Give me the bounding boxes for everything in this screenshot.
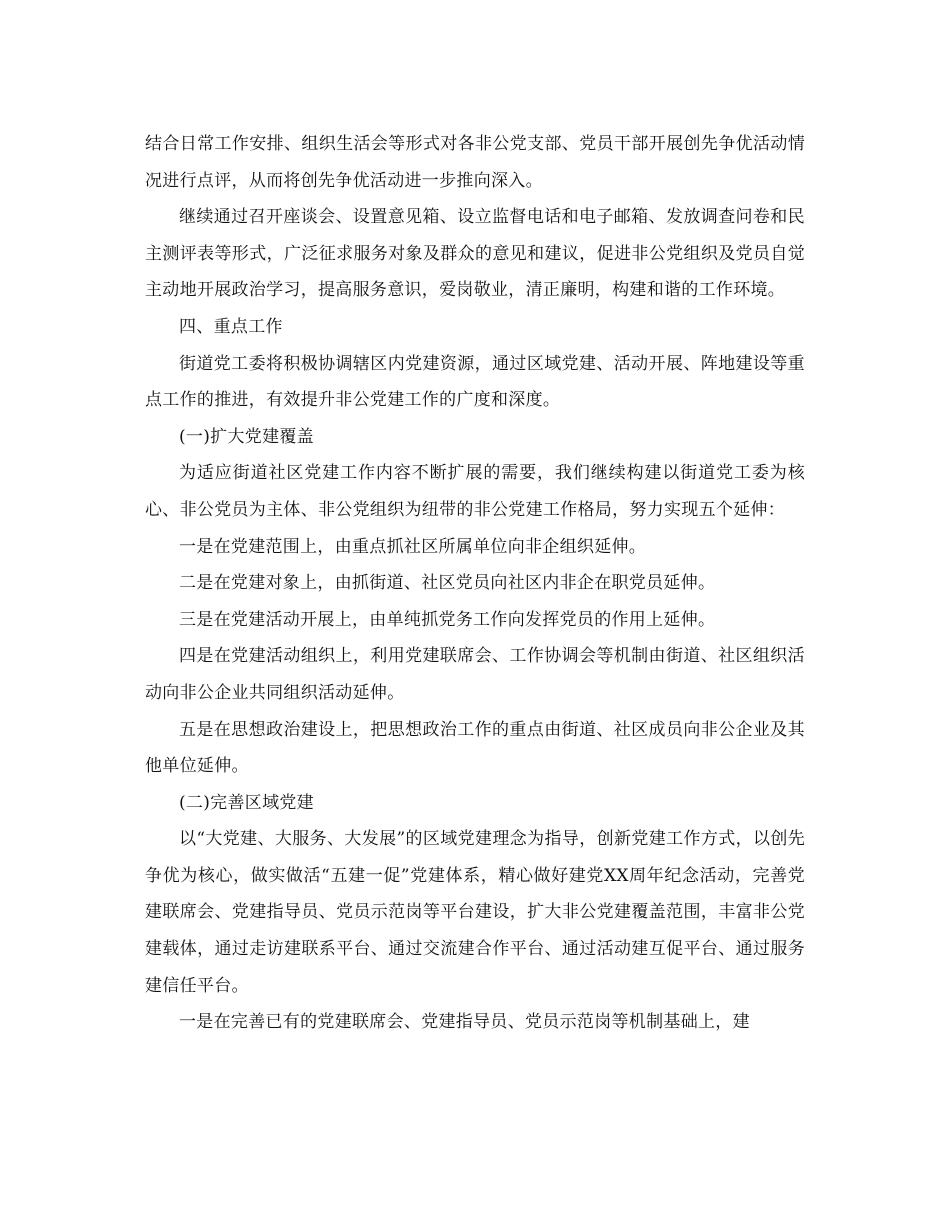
paragraph: 一是在完善已有的党建联席会、党建指导员、党员示范岗等机制基础上，建 (179, 1012, 750, 1033)
subsection-heading: (二)完善区域党建 (179, 792, 314, 813)
document-body (145, 126, 805, 1041)
list-item: 二是在党建对象上，由抓街道、社区党员向社区内非企在职党员延伸。 (179, 573, 716, 594)
paragraph: 街道党工委将积极协调辖区内党建资源，通过区域党建、活动开展、阵地建设等重点工作的推进，有效提升非公党建工作的广度和深度。 (145, 353, 805, 411)
paragraph: 结合日常工作安排、组织生活会等形式对各非公党支部、党员干部开展创先争优活动情况进行点评，从而将创先争优活动进一步推向深入。 (145, 134, 805, 191)
paragraph: 以“大党建、大服务、大发展”的区域党建理念为指导，创新党建工作方式，以创先争优为核心，做实做活“五建一促”党建体系，精心做好建党XX周年纪念活动，完善党建联席会、党建指导员、党员示范岗等平台建设，扩大非公党建覆盖范围，丰富非公党建载体，通过走访建联系平台、通过交流建合作平台、通过活动建互促平台、通过服务建信任平台。 (145, 829, 805, 996)
paragraph: 为适应街道社区党建工作内容不断扩展的需要，我们继续构建以街道党工委为核心、非公党员为主体、非公党组织为纽带的非公党建工作格局，努力实现五个延伸： (145, 463, 805, 520)
subsection-heading: (一)扩大党建覆盖 (179, 426, 314, 447)
list-item: 一是在党建范围上，由重点抓社区所属单位向非企组织延伸。 (179, 536, 647, 557)
list-item: 五是在思想政治建设上，把思想政治工作的重点由街道、社区成员向非公企业及其他单位延伸。 (145, 719, 805, 777)
section-heading: 四、重点工作 (179, 316, 283, 337)
list-item: 三是在党建活动开展上，由单纯抓党务工作向发挥党员的作用上延伸。 (179, 609, 716, 630)
list-item: 四是在党建活动组织上，利用党建联席会、工作协调会等机制由街道、社区组织活动向非公企业共同组织活动延伸。 (145, 646, 805, 703)
paragraph: 继续通过召开座谈会、设置意见箱、设立监督电话和电子邮箱、发放调查问卷和民主测评表等形式，广泛征求服务对象及群众的意见和建议，促进非公党组织及党员自觉主动地开展政治学习，提高服务意识，爱岗敬业，清正廉明，构建和谐的工作环境。 (145, 207, 805, 301)
